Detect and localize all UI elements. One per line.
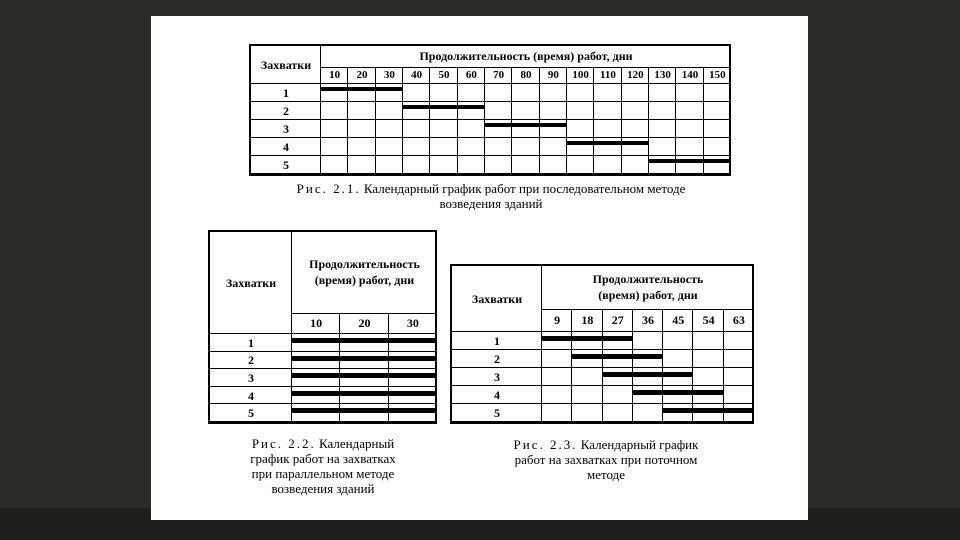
fig2-row-label: 2 (248, 353, 254, 368)
fig1-grid-cell (594, 102, 621, 120)
fig3-grid-cell (633, 350, 663, 368)
fig1-caption-line1: Календарный график работ при последовательном методе (363, 181, 686, 196)
fig1-grid-cell (321, 102, 348, 120)
fig3-grid-cell (572, 404, 602, 422)
fig3-grid-cell (724, 350, 754, 368)
fig1-grid-cell (430, 156, 457, 174)
fig2-bar-row-1 (292, 338, 437, 343)
fig1-grid-cell (403, 84, 430, 102)
fig1-grid-cell (594, 156, 621, 174)
fig2-col-header: 20 (358, 316, 371, 330)
fig2-col-header: 10 (310, 316, 323, 330)
fig1-col-header: 60 (465, 68, 477, 81)
fig3-row-label: 3 (494, 370, 500, 384)
fig1-grid-cell (622, 156, 649, 174)
fig2-header-top-line2: (время) работ, дни (314, 273, 415, 287)
fig3-grid-cell (572, 386, 602, 404)
fig1-grid-cell (458, 120, 485, 138)
fig1-table (249, 44, 731, 176)
fig3-row-label: 5 (494, 406, 500, 420)
fig3-caption-line2: работ на захватках при поточном (514, 452, 698, 467)
fig3-grid-cell (693, 332, 723, 350)
fig1-grid-cell (676, 84, 703, 102)
fig2-bar-row-5 (292, 408, 437, 413)
fig3-col-header: 63 (732, 313, 745, 327)
fig2-row-label: 1 (248, 335, 254, 350)
fig1-grid-cell (512, 102, 539, 120)
fig1-grid-cell (376, 156, 403, 174)
fig2-caption-line2: график работ на захватках (250, 451, 396, 466)
fig1-grid-cell (704, 84, 731, 102)
fig3-grid-cell (724, 386, 754, 404)
fig1-col-header: 50 (438, 68, 450, 81)
fig1-grid-cell (376, 102, 403, 120)
fig2-row-label: 5 (248, 406, 254, 421)
fig3-bar-row-3 (603, 372, 694, 377)
fig3-grid-cell (542, 386, 572, 404)
fig1-grid-cell (567, 120, 594, 138)
fig1-row-label: 2 (283, 104, 289, 118)
fig1-col-header: 10 (329, 68, 341, 81)
fig1-bar-row-4 (567, 141, 649, 145)
fig1-col-header: 130 (654, 68, 671, 81)
fig1-grid-cell (485, 84, 512, 102)
fig1-header-top: Продолжительность (время) работ, дни (419, 49, 633, 63)
fig3-header-top-line2: (время) работ, дни (598, 288, 698, 302)
fig1-col-header: 90 (547, 68, 559, 81)
fig3-grid-cell (542, 368, 572, 386)
fig1-grid-cell (676, 138, 703, 156)
slide (151, 16, 808, 520)
fig3-grid-cell (603, 386, 633, 404)
fig2-col-header: 30 (406, 316, 419, 330)
fig1-col-header: 150 (709, 68, 726, 81)
fig1-grid-cell (540, 84, 567, 102)
fig1-grid-cell (704, 138, 731, 156)
fig1-bar-row-1 (321, 87, 403, 91)
fig1-row-label: 3 (283, 122, 289, 136)
fig3-header-left: Захватки (471, 292, 523, 306)
fig1-grid-cell (676, 120, 703, 138)
fig1-grid-cell (430, 138, 457, 156)
fig2-caption-line1: Календарный (319, 436, 395, 451)
fig3-col-header: 9 (554, 313, 561, 327)
fig1-grid-cell (622, 84, 649, 102)
fig1-col-header: 110 (600, 68, 616, 81)
fig1-grid-cell (458, 84, 485, 102)
fig1-grid-cell (458, 138, 485, 156)
fig3-row-label: 4 (494, 388, 500, 402)
fig3-grid-cell (663, 332, 693, 350)
fig2-bar-row-3 (292, 373, 437, 378)
fig1-grid-cell (403, 138, 430, 156)
fig1-grid-cell (649, 84, 676, 102)
fig3-grid-cell (693, 350, 723, 368)
fig3-grid-cell (693, 368, 723, 386)
fig3-caption (476, 437, 736, 482)
fig2-caption (198, 436, 448, 496)
fig3-grid-cell (603, 332, 633, 350)
fig1-grid-cell (567, 102, 594, 120)
fig3-grid-cell (724, 368, 754, 386)
fig3-grid-cell (572, 368, 602, 386)
fig1-caption-label: Рис. 2.1. (296, 181, 361, 196)
fig1-grid-cell (348, 102, 375, 120)
fig2-caption-label: Рис. 2.2. (251, 436, 316, 451)
fig1-grid-cell (649, 120, 676, 138)
fig3-grid-cell (603, 350, 633, 368)
fig1-grid-cell (540, 138, 567, 156)
fig1-grid-cell (458, 156, 485, 174)
fig2-caption-line4: возведения зданий (271, 481, 375, 496)
fig1-grid-cell (649, 138, 676, 156)
fig3-row-label: 1 (494, 334, 500, 348)
fig1-grid-cell (430, 120, 457, 138)
fig1-grid-cell (376, 120, 403, 138)
fig3-col-header: 36 (641, 313, 654, 327)
fig3-grid-cell (542, 350, 572, 368)
fig3-bar-row-2 (572, 354, 663, 359)
fig1-grid-cell (594, 84, 621, 102)
fig3-grid-cell (633, 404, 663, 422)
fig2-bar-row-4 (292, 391, 437, 396)
fig3-grid-cell (572, 332, 602, 350)
fig1-grid-cell (321, 156, 348, 174)
fig1-grid-cell (348, 156, 375, 174)
fig3-col-header: 18 (581, 313, 594, 327)
fig3-grid-cell (663, 350, 693, 368)
fig1-grid-cell (704, 120, 731, 138)
fig3-grid-cell (724, 404, 754, 422)
fig3-grid-cell (572, 350, 602, 368)
fig3-col-header: 45 (672, 313, 685, 327)
fig1-grid-cell (348, 120, 375, 138)
fig3-col-header: 27 (611, 313, 624, 327)
fig1-col-header: 120 (627, 68, 644, 81)
fig3-grid-cell (542, 332, 572, 350)
fig3-row-label: 2 (494, 352, 500, 366)
fig3-grid-cell (633, 368, 663, 386)
fig1-grid-cell (649, 102, 676, 120)
fig1-col-header: 20 (356, 68, 368, 81)
fig3-grid-cell (603, 368, 633, 386)
fig3-grid-cell (724, 332, 754, 350)
fig1-bar-row-5 (649, 159, 731, 163)
fig3-caption-line3: методе (586, 467, 626, 482)
fig3-grid-cell (663, 368, 693, 386)
fig1-grid-cell (512, 84, 539, 102)
fig1-grid-cell (540, 102, 567, 120)
fig2-row-label: 4 (248, 388, 254, 403)
fig1-grid-cell (567, 84, 594, 102)
fig1-grid-cell (594, 120, 621, 138)
fig1-col-header: 140 (681, 68, 699, 81)
fig3-grid-cell (663, 404, 693, 422)
fig3-bar-row-1 (542, 336, 633, 341)
fig1-grid-cell (403, 120, 430, 138)
fig1-caption (231, 181, 751, 211)
fig3-grid-cell (693, 404, 723, 422)
fig3-table (450, 264, 754, 424)
fig2-table (208, 230, 437, 424)
fig2-bar-row-2 (292, 356, 437, 361)
fig1-row-label: 5 (283, 158, 289, 172)
fig3-bar-row-5 (663, 408, 754, 413)
fig3-grid-cell (693, 386, 723, 404)
fig1-col-header: 100 (572, 68, 589, 81)
fig2-header-top-line1: Продолжительность (309, 257, 420, 271)
fig1-col-header: 70 (493, 68, 505, 81)
fig3-bar-row-4 (633, 390, 724, 395)
fig1-col-header: 40 (411, 68, 423, 81)
fig3-caption-line1: Календарный график (580, 437, 699, 452)
fig1-grid-cell (622, 120, 649, 138)
fig1-grid-cell (321, 120, 348, 138)
fig2-caption-line3: при параллельном методе (251, 466, 395, 481)
fig1-grid-cell (567, 156, 594, 174)
fig1-grid-cell (676, 102, 703, 120)
fig1-col-header: 30 (383, 68, 395, 81)
fig1-grid-cell (485, 138, 512, 156)
fig2-row-label: 3 (248, 371, 254, 385)
fig1-grid-cell (376, 138, 403, 156)
fig1-grid-cell (321, 138, 348, 156)
fig1-bar-row-3 (485, 123, 567, 127)
fig3-grid-cell (633, 386, 663, 404)
fig1-row-label: 4 (283, 140, 289, 154)
fig1-header-left: Захватки (260, 58, 312, 72)
fig1-grid-cell (403, 156, 430, 174)
fig1-grid-cell (348, 138, 375, 156)
fig3-header-top-line1: Продолжительность (592, 272, 704, 286)
fig1-grid-cell (622, 102, 649, 120)
fig1-row-label: 1 (283, 86, 289, 100)
fig1-caption-line2: возведения зданий (439, 196, 543, 211)
fig3-grid-cell (633, 332, 663, 350)
fig3-grid-cell (603, 404, 633, 422)
fig1-grid-cell (540, 156, 567, 174)
fig1-grid-cell (512, 138, 539, 156)
fig1-bar-row-2 (403, 105, 485, 109)
fig2-header-left: Захватки (225, 276, 277, 290)
fig1-grid-cell (704, 102, 731, 120)
fig1-grid-cell (485, 156, 512, 174)
fig1-grid-cell (485, 102, 512, 120)
fig3-grid-cell (663, 386, 693, 404)
fig1-grid-cell (430, 84, 457, 102)
fig1-col-header: 80 (520, 68, 532, 81)
fig1-grid-cell (512, 156, 539, 174)
fig3-caption-label: Рис. 2.3. (513, 437, 578, 452)
fig3-col-header: 54 (702, 313, 715, 327)
fig3-grid-cell (542, 404, 572, 422)
